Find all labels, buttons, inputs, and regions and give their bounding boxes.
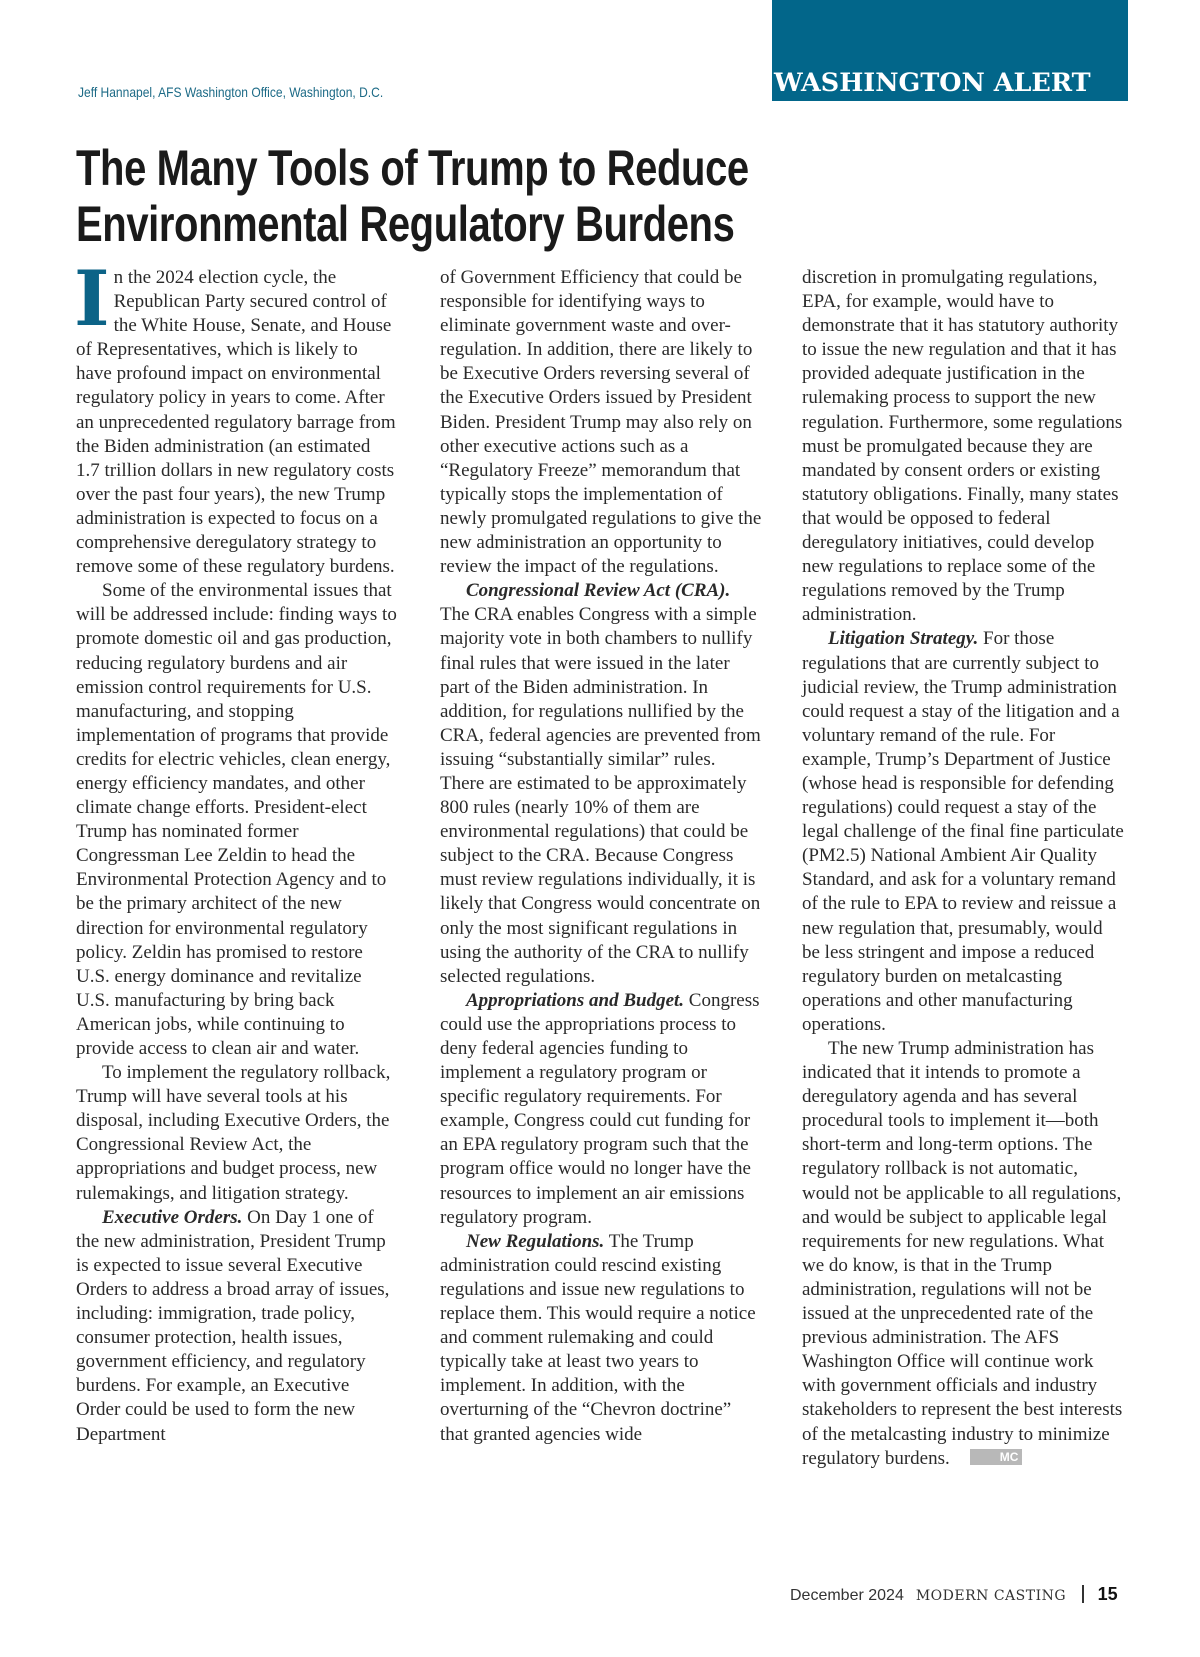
paragraph: To implement the regulatory rollback, Trump will have several tools at his disposal, including Executive Orders, the Congressional Review Act, the appropriations and budget process, new rulemakings, and litigation strategy. <box>76 1062 391 1204</box>
drop-cap: I <box>74 254 110 343</box>
paragraph-text: The CRA enables Congress with a simple majority vote in both chambers to nullify final rules that were issued in the later part of the Biden administration. In addition, for regulations nullified by the CRA, federal agencies are prevented from issuing “substantially similar” rules. There are estimated to be approximately 800 rules (nearly 10% of them are environmental regulations) that could be subject to the CRA. Because Congress must review regulations individually, it is likely that Congress would concentrate on only the most significant regulations in using the authority of the CRA to nullify selected regulations. <box>440 604 761 987</box>
title-line-1: The Many Tools of Trump to Reduce <box>76 140 749 196</box>
subhead-executive-orders: Executive Orders. <box>102 1206 243 1228</box>
section-label: WASHINGTON ALERT <box>774 68 1091 97</box>
paragraph-text: For those regulations that are currently subject to judicial review, the Trump administration could request a stay of the litigation and a voluntary remand of the rule. For example, Trump’s Department of Justice (whose head is responsible for defending regulations) could request a stay of the legal challenge of the final fine particulate (PM2.5) National Ambient Air Quality Standard, and ask for a voluntary remand of the rule to EPA to review and reissue a new regulation that, presumably, would be less stringent and impose a reduced regulatory burden on metalcasting operations and other manufacturing operations. <box>802 628 1124 1035</box>
subhead-cra: Congressional Review Act (CRA). <box>466 580 731 602</box>
paragraph-new-regulations <box>440 1230 762 1447</box>
subhead-litigation: Litigation Strategy. <box>828 628 979 650</box>
paragraph-litigation <box>802 627 1124 1037</box>
page-footer <box>790 1584 1118 1605</box>
end-mark-badge: MC <box>970 1449 1023 1465</box>
paragraph-text: On Day 1 one of the new administration, President Trump is expected to issue several Executive Orders to address a broad array of issues, including: immigration, trade policy, consumer protection, health issues, government efficiency, and regulatory burdens. For example, an Executive Order could be used to form the new Department <box>76 1206 390 1445</box>
paragraph-continued: of Government Efficiency that could be responsible for identifying ways to eliminate government waste and over-regulation. In addition, there are likely to be Executive Orders reversing several of the Executive Orders issued by President Biden. President Trump may also rely on other executive actions such as a “Regulatory Freeze” memorandum that typically stops the implementation of newly promulgated regulations to give the new administration an opportunity to review the impact of the regulations. <box>440 267 762 578</box>
paragraph-appropriations <box>440 989 762 1230</box>
paragraph-executive-orders <box>76 1206 398 1447</box>
issue-date: December 2024 <box>790 1587 904 1604</box>
column-3 <box>802 266 1124 1471</box>
column-2 <box>440 266 762 1447</box>
footer-divider <box>1082 1585 1084 1603</box>
paragraph-conclusion <box>802 1037 1124 1471</box>
paragraph-text: Congress could use the appropriations process to deny federal agencies funding to implement a regulatory program or specific regulatory requirements. For example, Congress could cut funding for an EPA regulatory program such that the program office would no longer have the resources to implement an air emissions regulatory program. <box>440 989 760 1228</box>
page-number: 15 <box>1097 1584 1118 1604</box>
paragraph-text: The new Trump administration has indicated that it intends to promote a deregulatory agenda and has several procedural tools to implement it—both short-term and long-term options. The regulatory rollback is not automatic, would not be applicable to all regulations, and would be subject to applicable legal requirements for new regulations. What we do know, is that in the Trump administration, regulations will not be issued at the unprecedented rate of the previous administration. The AFS Washington Office will continue work with government officials and industry stakeholders to represent the best interests of the metalcasting industry to minimize regulatory burdens. <box>802 1038 1123 1469</box>
paragraph-text: n the 2024 election cycle, the Republican Party secured control of the White House, Senate, and House of Representatives, which is likely to have profound impact on environmental regulatory policy in years to come. After an unprecedented regulatory barrage from the Biden administration (an estimated 1.7 trillion dollars in new regulatory costs over the past four years), the new Trump administration is expected to focus on a comprehensive deregulatory strategy to remove some of these regulatory burdens. <box>76 267 396 578</box>
paragraph-text: The Trump administration could rescind existing regulations and issue new regulations to replace them. This would require a notice and comment rulemaking and could typically take at least two years to implement. In addition, with the overturning of the “Chevron doctrine” that granted agencies wide <box>440 1230 756 1445</box>
title-line-2: Environmental Regulatory Burdens <box>76 196 735 252</box>
article-title <box>76 140 749 252</box>
paragraph-intro <box>74 254 398 579</box>
column-1 <box>74 254 398 1447</box>
paragraph-continued: discretion in promulgating regulations, EPA, for example, would have to demonstrate that it has statutory authority to issue the new regulation and that it has provided adequate justification in the rulemaking process to support the new regulation. Furthermore, some regulations must be promulgated because they are mandated by consent orders or existing statutory obligations. Finally, many states that would be opposed to federal deregulatory initiatives, could develop new regulations to replace some of the regulations removed by the Trump administration. <box>802 267 1123 626</box>
byline: Jeff Hannapel, AFS Washington Office, Washington, D.C. <box>78 84 384 100</box>
subhead-appropriations: Appropriations and Budget. <box>466 989 685 1011</box>
magazine-name: MODERN CASTING <box>915 1588 1067 1604</box>
paragraph: Some of the environmental issues that will be addressed include: finding ways to promote domestic oil and gas production, reducing regulatory burdens and air emission control requirements for U.S. manufacturing, and stopping implementation of programs that provide credits for electric vehicles, clean energy, energy efficiency mandates, and other climate change efforts. President-elect Trump has nominated former Congressman Lee Zeldin to head the Environmental Protection Agency and to be the primary architect of the new direction for environmental regulatory policy. Zeldin has promised to restore U.S. energy dominance and revitalize U.S. manufacturing by bring back American jobs, while continuing to provide access to clean air and water. <box>76 580 397 1059</box>
subhead-new-regulations: New Regulations. <box>466 1230 605 1252</box>
paragraph-cra <box>440 579 762 989</box>
